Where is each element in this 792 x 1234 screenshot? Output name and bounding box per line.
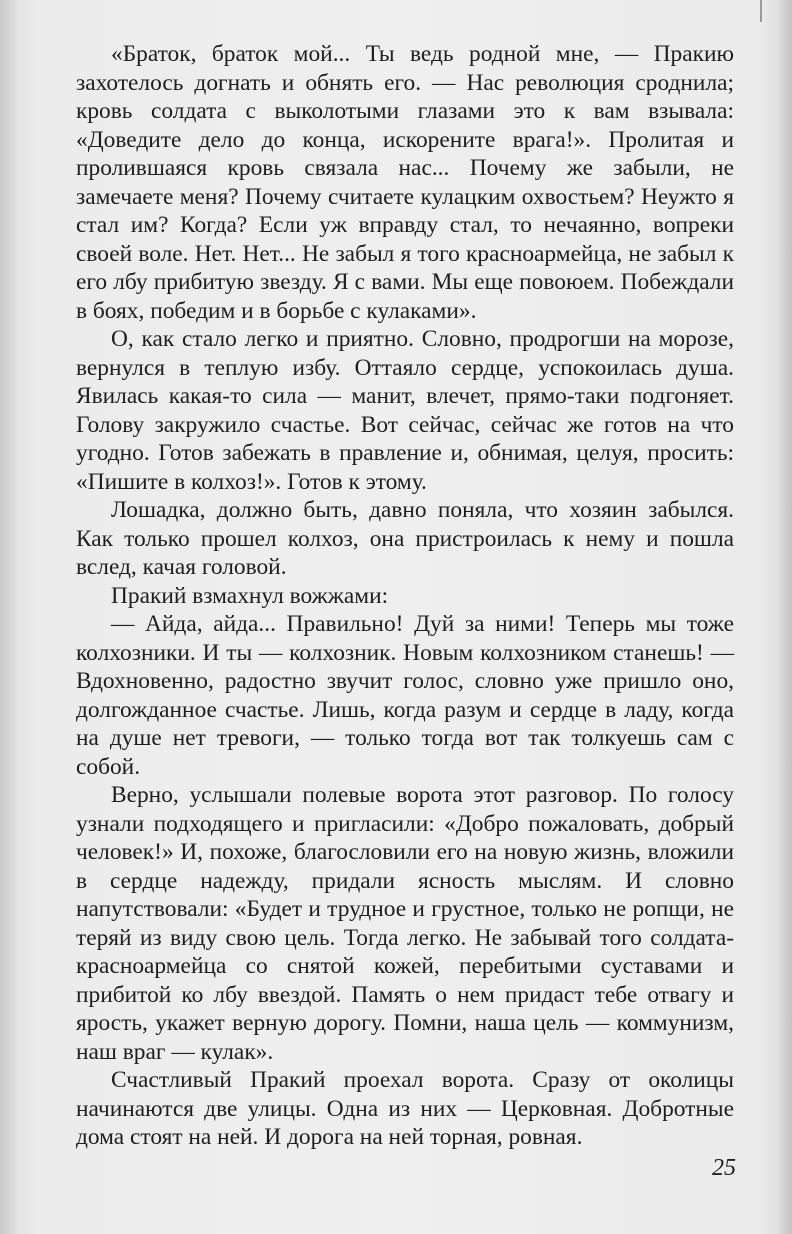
paragraph: — Айда, айда... Правильно! Дуй за ними! Теперь мы тоже колхозники. И ты — колхозник. Новым колхозником станешь! — Вдохновенно, радостно звучит голос, словно уже пришло оно, долгожданное счастье. Лишь, когда разум и сердце в ладу, когда на душе нет тревоги, — только тогда вот так толкуешь сам с собой.: [76, 611, 734, 780]
paragraph: Верно, услышали полевые ворота этот разговор. По голосу узнали подходящего и пригласили: «Добро пожаловать, добрый человек!» И, похоже, благословили его на новую жизнь, вложили в сердце надежду, придали ясность мыслям. И словно напутствовали: «Будет и трудное и грустное, только не ропщи, не теряй из виду свою цель. Тогда легко. Не забывай того солдата-красноармейца со снятой кожей, перебитыми суставами и прибитой ко лбу ввездой. Память о нем придаст тебе отвагу и ярость, укажет верную дорогу. Помни, наша цель — коммунизм, наш враг — кулак».: [76, 782, 734, 1065]
paragraph: О, как стало легко и приятно. Словно, продрогши на морозе, вернулся в теплую избу. Оттаяло сердце, успокоилась душа. Явилась какая-то сила — манит, влечет, прямо-таки подгоняет. Голову закружило счастье. Вот сейчас, сейчас же готов на что угодно. Готов забежать в правление и, обнимая, целуя, просить: «Пишите в колхоз!». Готов к этому.: [76, 326, 734, 495]
paragraph: Счастливый Пракий проехал ворота. Сразу от околицы начинаются две улицы. Одна из них — Церковная. Добротные дома стоят на ней. И дорога на ней торная, ровная.: [76, 1067, 734, 1150]
paragraph: «Браток, браток мой... Ты ведь родной мне, — Пракию захотелось догнать и обнять его. — Нас революция сроднила; кровь солдата с выколотыми глазами это к вам взывала: «Доведите дело до конца, искорените врага!». Пролитая и пролившаяся кровь связала нас... Почему же забыли, не замечаете меня? Почему считаете кулацким охвостьем? Неужто я стал им? Когда? Если уж вправду стал, то нечаянно, вопреки своей воле. Нет. Нет... Не забыл я того красноармейца, не забыл к его лбу прибитую звезду. Я с вами. Мы еще повоюем. Побеждали в боях, победим и в борьбе с кулаками».: [76, 41, 734, 324]
paragraph: Пракий взмахнул вожжами:: [111, 582, 389, 609]
scan-mark: [760, 0, 762, 22]
page-number: 25: [712, 1155, 736, 1181]
paragraph: Лошадка, должно быть, давно поняла, что хозяин забылся. Как только прошел колхоз, она пристроилась к нему и пошла вслед, качая головой.: [76, 497, 734, 580]
page-shadow-right: [778, 0, 792, 1234]
body-text: [76, 40, 734, 1152]
page-shadow-left: [0, 0, 18, 1234]
